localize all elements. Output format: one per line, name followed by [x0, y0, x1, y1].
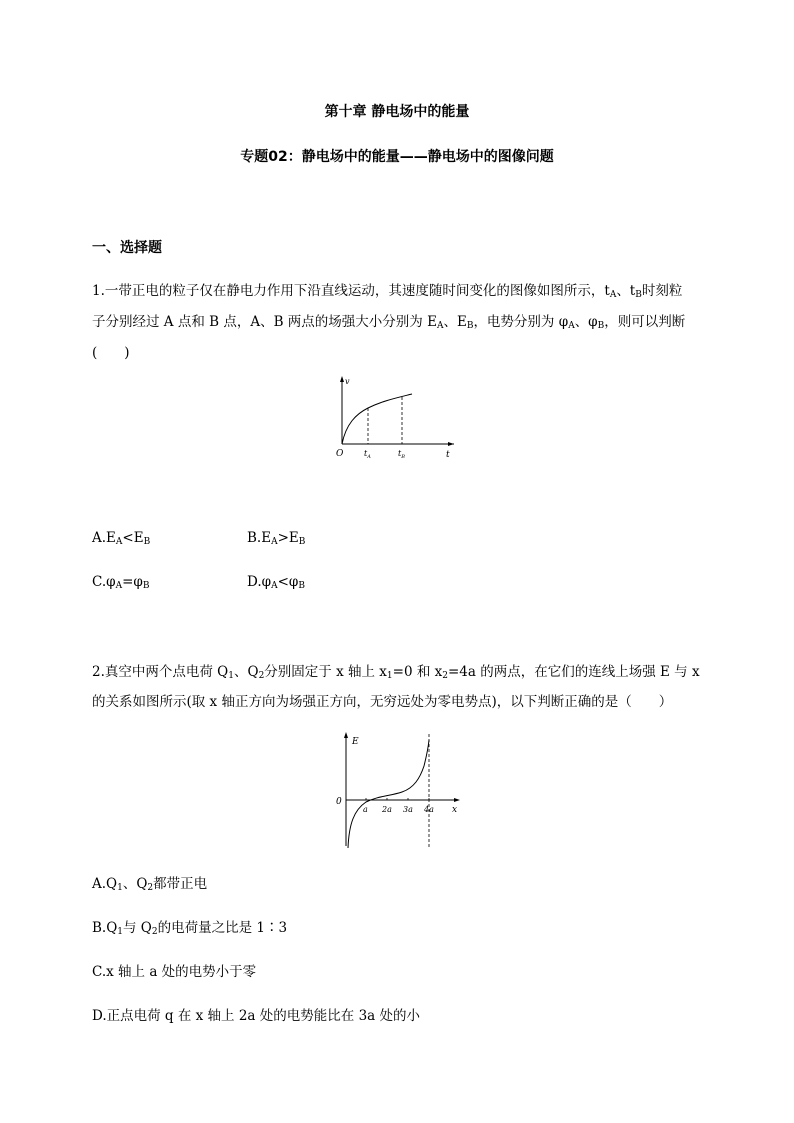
q1-option-d[interactable]: $D.\varphi_A<\varphi_B$: [247, 574, 305, 591]
q1-tA-label: $t_A$: [364, 449, 371, 460]
q1-option-c[interactable]: $C.\varphi_A=\varphi_B$: [92, 574, 150, 591]
q1-velocity-curve: [342, 394, 412, 444]
q1-t-label: t: [446, 450, 450, 460]
q2-label-3a: 3a: [403, 805, 413, 814]
q2-e-axis-arrow: [344, 732, 348, 738]
q2-option-b[interactable]: $B.Q_1$与 $Q_2$的电荷量之比是 1∶3: [92, 920, 288, 937]
q2-option-d[interactable]: D.正点电荷 q 在 x 轴上 2a 处的电势能比在 3a 处的小: [92, 1008, 420, 1024]
q1-tB-label: $t_B$: [398, 449, 405, 460]
q1-answer-bracket: ( ): [92, 345, 130, 361]
q2-ex-graph: [330, 728, 466, 852]
q1-t-axis-arrow: [448, 442, 454, 446]
q1-v-label: v: [345, 377, 350, 386]
q2-option-a[interactable]: $A.Q_1$、$Q_2$都带正电: [92, 876, 208, 893]
section-heading: 一、选择题: [92, 240, 162, 256]
q2-label-4a: 4a: [424, 805, 434, 814]
q1-origin-label: O: [336, 449, 344, 459]
q1-stem-line1: 1.一带正电的粒子仅在静电力作用下沿直线运动，其速度随时间变化的图像如图所示，$t_A$、$t_B$时刻粒: [92, 283, 683, 300]
q1-option-a[interactable]: $A.E_A<E_B$: [92, 530, 151, 547]
q2-field-curve: [348, 740, 429, 848]
q2-label-a: a: [363, 805, 368, 814]
q2-x-axis-arrow: [454, 798, 460, 802]
q2-stem-line2: 的关系如图所示(取 x 轴正方向为场强正方向，无穷远处为零电势点)，以下判断正确的是（ ）: [92, 694, 673, 710]
q1-option-b[interactable]: $B.E_A>E_B$: [247, 530, 306, 547]
q2-label-2a: 2a: [382, 805, 392, 814]
q2-x-label: x: [452, 805, 458, 815]
q1-vt-graph: [330, 372, 464, 464]
q2-option-c[interactable]: C.x 轴上 a 处的电势小于零: [92, 964, 257, 980]
q1-stem-line2: 子分别经过 A 点和 B 点，A、B 两点的场强大小分别为 $E_A$、$E_B$，电势分别为 $\varphi_A$、$\varphi_B$，则可以判断: [92, 314, 686, 331]
q1-v-axis-arrow: [340, 376, 344, 382]
subtitle: 专题02：静电场中的能量——静电场中的图像问题: [240, 149, 554, 165]
q2-zero-label: 0: [336, 797, 342, 807]
q2-stem-line1: 2.真空中两个点电荷 $Q_1$、$Q_2$分别固定于 x 轴上 $x_1=0$ 和 $x_2=4a$ 的两点，在它们的连线上场强 E 与 x: [92, 664, 700, 681]
chapter-title: 第十章 静电场中的能量: [324, 104, 470, 120]
q2-e-label: E: [352, 737, 359, 747]
